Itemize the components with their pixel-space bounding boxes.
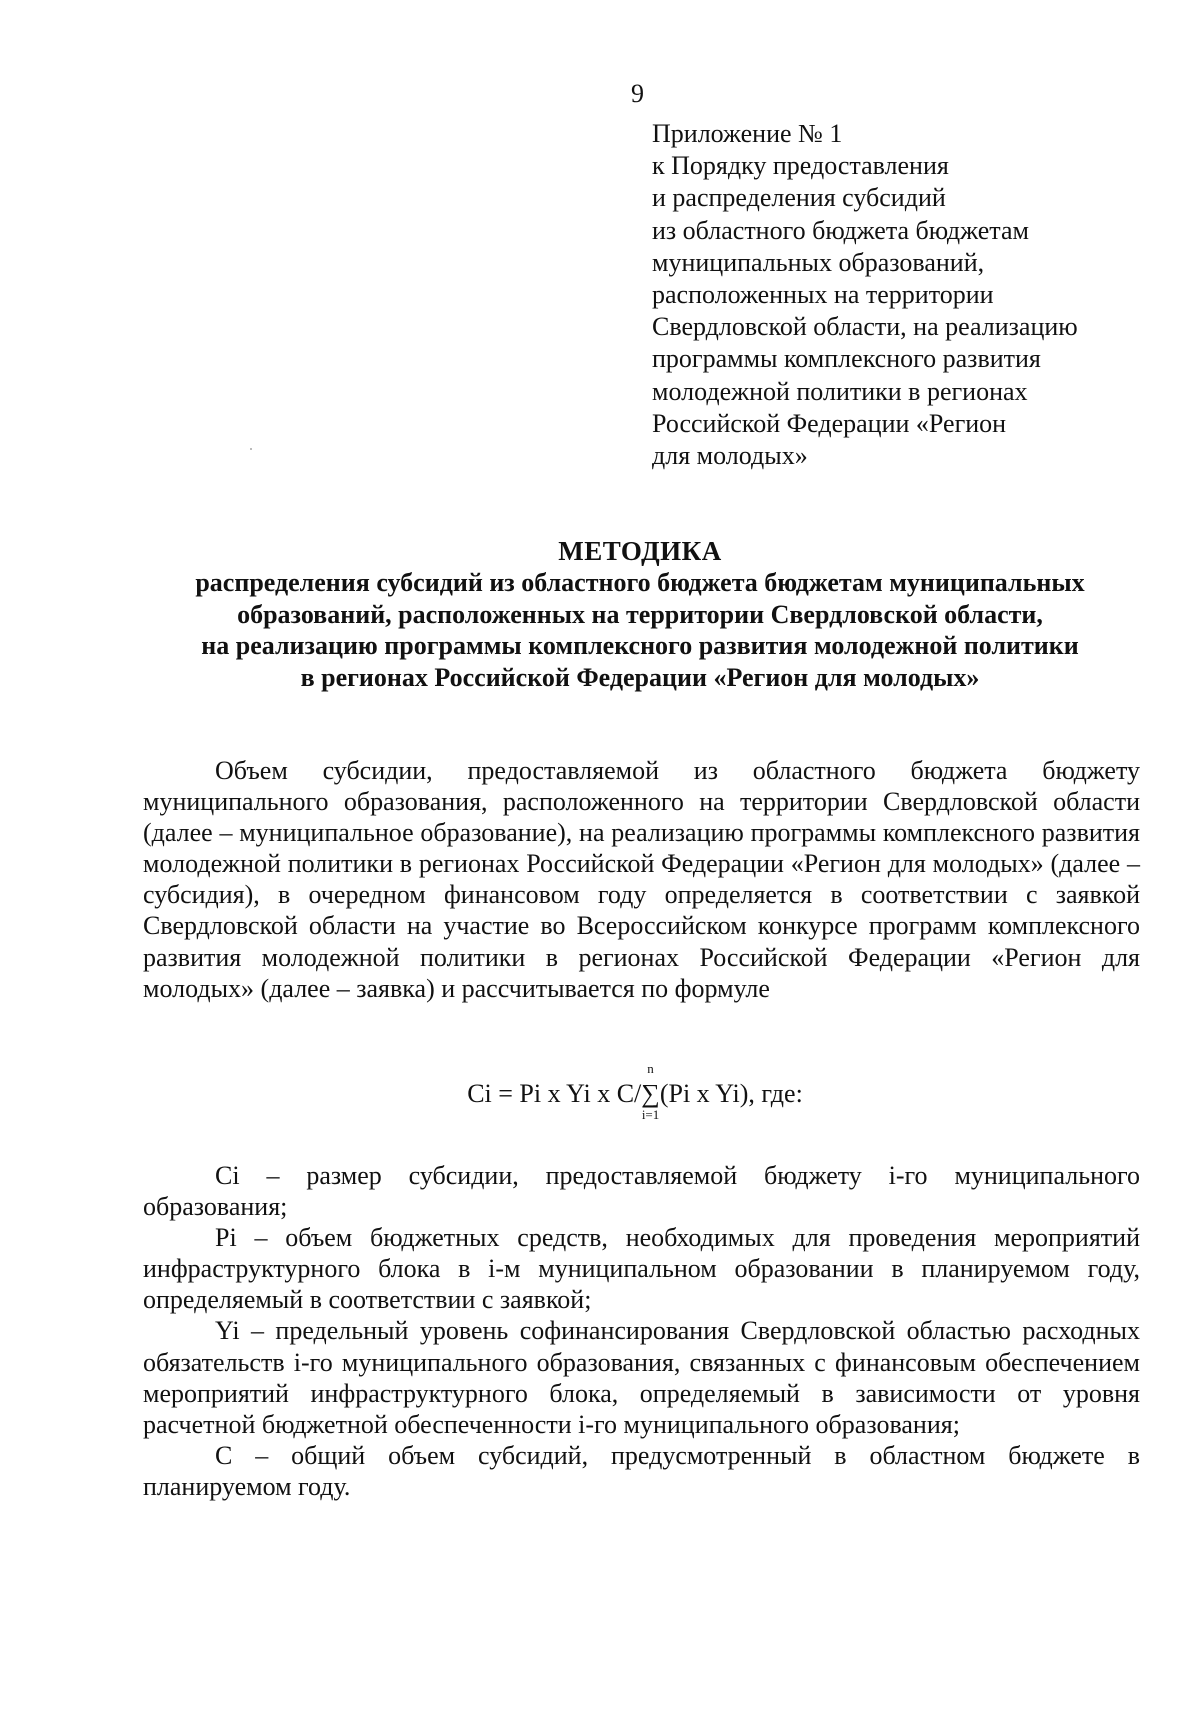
sigma-symbol [641, 1061, 660, 1122]
formula-expression [397, 1061, 803, 1122]
subtitle-line: в регионах Российской Федерации «Регион для молодых» [300, 662, 980, 692]
formula-left: Ci = Pi x Yi x C/ [467, 1079, 642, 1108]
subtitle-line: на реализацию программы комплексного развития молодежной политики [201, 631, 1079, 660]
sigma-upper-limit: n [647, 1061, 654, 1076]
title-main: МЕТОДИКА [558, 536, 722, 566]
definition-c: C – общий объем субсидий, предусмотренный в областном бюджете в планируемом году. [143, 1440, 1140, 1501]
definition-ci: Ci – размер субсидии, предоставляемой бюджету i-го муниципального образования; [143, 1161, 1140, 1222]
appendix-line: Российской Федерации «Регион [652, 408, 1007, 438]
appendix-header [652, 118, 1192, 472]
scan-speck [250, 448, 252, 450]
definition-yi: Yi – предельный уровень софинансирования Свердловской областью расходных обязательств i-го муниципального образования, связанных с финансовым обеспечением мероприятий инфраструктурного блока, определяемый в зависимости от уровня расчетной бюджетной обеспеченности i-го муниципального образования; [143, 1316, 1140, 1439]
appendix-line: Приложение № 1 [652, 119, 843, 148]
intro-paragraph: Объем субсидии, предоставляемой из областного бюджета бюджету муниципального образования, расположенного на территории Свердловской области (далее – муниципальное образование), на реализацию программы комплексного развития молодежной политики в регионах Российской Федерации «Регион для молодых» (далее – субсидия), в очередном финансовом году определяется в соответствии с заявкой Свердловской области на участие во Всероссийском конкурсе программ комплексного развития молодежной политики в регионах Российской Федерации «Регион для молодых» (далее – заявка) и рассчитывается по формуле [143, 756, 1140, 1003]
subtitle-line: образований, расположенных на территории Свердловской области, [237, 599, 1043, 629]
sigma-lower-limit: i=1 [641, 1107, 660, 1122]
definition-pi: Pi – объем бюджетных средств, необходимых для проведения мероприятий инфраструктурного блока в i-м муниципальном образовании в планируемом году, определяемый в соответствии с заявкой; [143, 1223, 1140, 1315]
appendix-line: Свердловской области, на реализацию [652, 312, 1078, 342]
sigma-glyph: ∑ [641, 1079, 660, 1108]
appendix-line: для молодых» [652, 441, 808, 471]
page-number: 9 [631, 79, 644, 108]
appendix-line: к Порядку предоставления [652, 151, 949, 181]
appendix-line: молодежной политики в регионах [652, 376, 1028, 406]
appendix-line: расположенных на территории [652, 280, 994, 310]
appendix-line: муниципальных образований, [652, 247, 985, 277]
definitions-list [143, 1160, 1140, 1502]
formula-right: (Pi x Yi), где: [659, 1079, 803, 1108]
document-title [140, 535, 1140, 693]
appendix-line: и распределения субсидий [652, 183, 946, 213]
formula [0, 1061, 1200, 1122]
appendix-line: из областного бюджета бюджетам [652, 215, 1029, 245]
appendix-line: программы комплексного развития [652, 344, 1041, 374]
subtitle-line: распределения субсидий из областного бюджета бюджетам муниципальных [195, 568, 1085, 597]
